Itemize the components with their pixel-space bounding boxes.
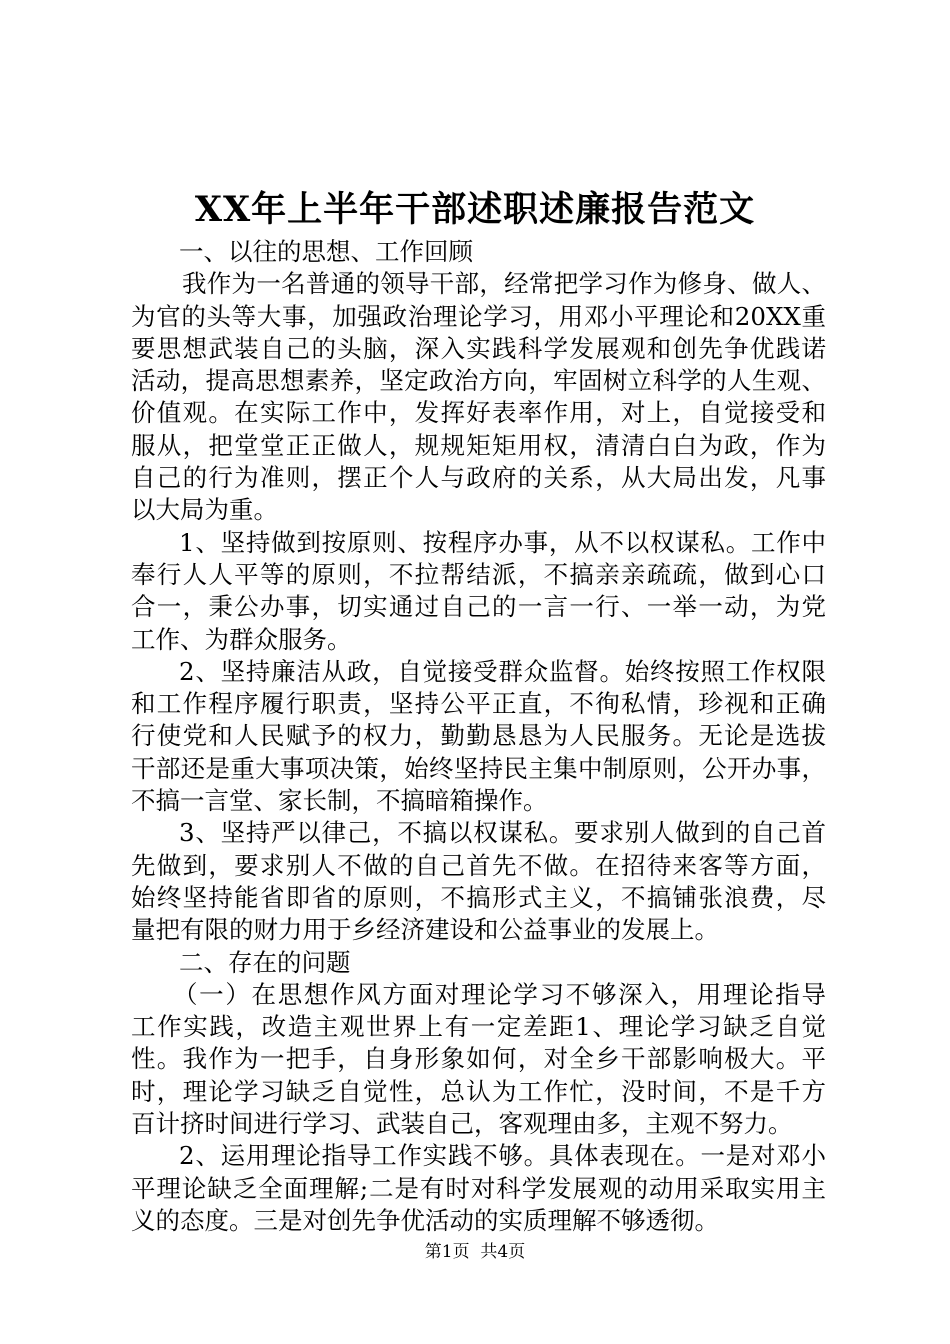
text-line: 义的态度。三是对创先争优活动的实质理解不够透彻。	[131, 1205, 719, 1235]
text-line: 工作、为群众服务。	[131, 624, 352, 654]
text-line: （一）在思想作风方面对理论学习不够深入，用理论指导	[173, 979, 826, 1009]
text-line: 干部还是重大事项决策，始终坚持民主集中制原则，公开办事，	[131, 753, 826, 783]
text-line: 时，理论学习缺乏自觉性，总认为工作忙，没时间，不是千方	[131, 1076, 826, 1106]
text-line: 工作实践，改造主观世界上有一定差距1、理论学习缺乏自觉	[131, 1012, 826, 1042]
document-title: XX年上半年干部述职述廉报告范文	[194, 189, 756, 230]
text-line: 百计挤时间进行学习、武装自己，客观理由多，主观不努力。	[131, 1109, 793, 1139]
page-footer	[0, 1240, 950, 1264]
text-line: 平理论缺乏全面理解;二是有时对科学发展观的动用采取实用主	[131, 1173, 826, 1203]
text-line: 奉行人人平等的原则，不拉帮结派，不搞亲亲疏疏，做到心口	[131, 559, 826, 589]
text-line: 1、坚持做到按原则、按程序办事，从不以权谋私。工作中	[179, 527, 826, 557]
text-line: 2、运用理论指导工作实践不够。具体表现在。一是对邓小	[179, 1141, 826, 1171]
text-line: 行使党和人民赋予的权力，勤勤恳恳为人民服务。无论是选拔	[131, 721, 826, 751]
text-line: 合一，秉公办事，切实通过自己的一言一行、一举一动，为党	[131, 592, 826, 622]
text-line: 为官的头等大事，加强政治理论学习，用邓小平理论和20XX重	[131, 301, 826, 331]
text-line: 3、坚持严以律己，不搞以权谋私。要求别人做到的自己首	[179, 818, 826, 848]
section-heading: 二、存在的问题	[179, 947, 351, 977]
text-line: 先做到，要求别人不做的自己首先不做。在招待来客等方面，	[131, 850, 826, 880]
text-line: 量把有限的财力用于乡经济建设和公益事业的发展上。	[131, 915, 719, 945]
text-line: 和工作程序履行职责，坚持公平正直，不徇私情，珍视和正确	[131, 689, 826, 719]
text-line: 自己的行为准则，摆正个人与政府的关系，从大局出发，凡事	[131, 463, 826, 493]
text-line: 始终坚持能省即省的原则，不搞形式主义，不搞铺张浪费，尽	[131, 882, 826, 912]
text-line: 我作为一名普通的领导干部，经常把学习作为修身、做人、	[182, 269, 826, 299]
page-number: 第1页	[424, 1242, 470, 1262]
text-line: 价值观。在实际工作中，发挥好表率作用，对上，自觉接受和	[131, 398, 826, 428]
section-heading: 一、以往的思想、工作回顾	[179, 237, 473, 266]
text-line: 不搞一言堂、家长制，不搞暗箱操作。	[131, 786, 548, 816]
page-total: 共4页	[480, 1242, 526, 1262]
text-line: 要思想武装自己的头脑，深入实践科学发展观和创先争优践诺	[131, 333, 826, 363]
text-line: 活动，提高思想素养，坚定政治方向，牢固树立科学的人生观、	[131, 366, 826, 396]
text-line: 以大局为重。	[131, 495, 278, 525]
text-line: 性。我作为一把手，自身形象如何，对全乡干部影响极大。平	[131, 1044, 826, 1074]
document-body	[131, 236, 826, 1237]
text-line: 服从，把堂堂正正做人，规规矩矩用权，清清白白为政，作为	[131, 430, 826, 460]
text-line: 2、坚持廉洁从政，自觉接受群众监督。始终按照工作权限	[179, 656, 826, 686]
